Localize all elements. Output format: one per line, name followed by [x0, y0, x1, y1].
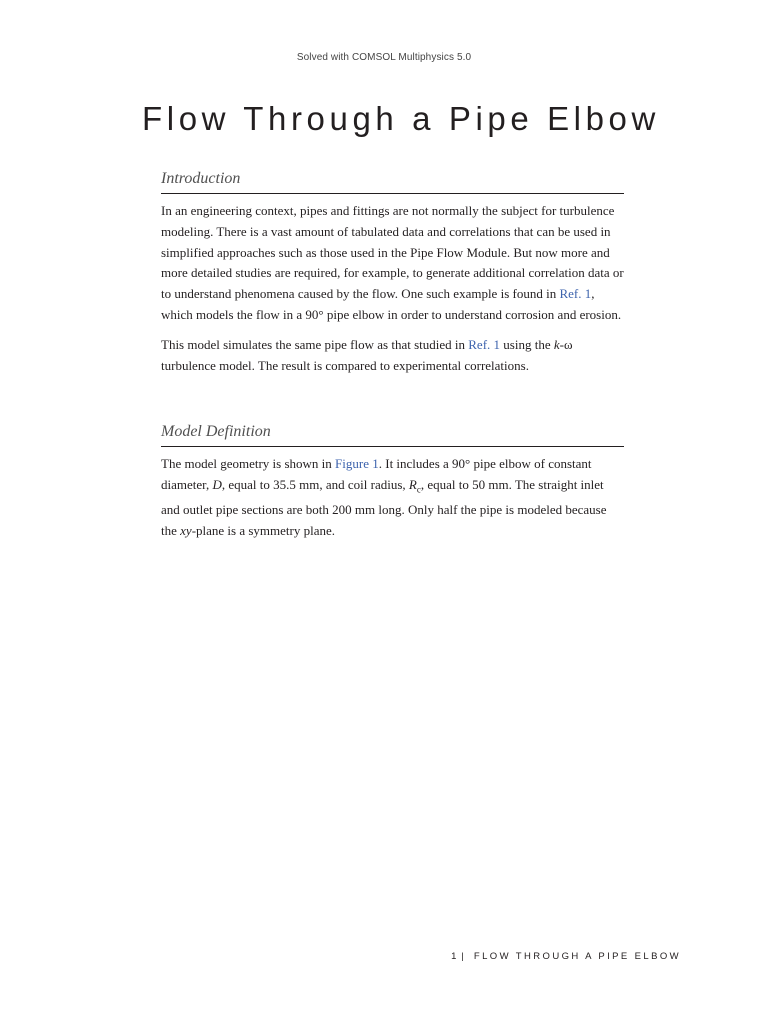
diameter-symbol: D	[212, 476, 222, 492]
page-number: 1	[451, 951, 457, 962]
document-header: Solved with COMSOL Multiphysics 5.0	[296, 52, 472, 63]
introduction-heading: Introduction	[161, 170, 624, 194]
text: In an engineering context, pipes and fittings are not normally the subject for turbulence modeling. There is a vast amount of tabulated data and correlations that can be used in simplified approaches such as those used in the Pipe Flow Module. But now more and more detailed studies are required, for example, to generate additional correlation data or to understand phenomena caused by the flow. One such example is found in	[161, 203, 624, 302]
model-definition-paragraph-1	[161, 454, 624, 542]
text: -ω turbulence model. The result is compared to experimental correlations.	[161, 336, 573, 373]
document-title: Flow Through a Pipe Elbow	[142, 100, 660, 137]
text: , which models the flow in a 90° pipe elbow in order to understand corrosion and erosion.	[161, 286, 622, 322]
ref-1-link[interactable]: Ref. 1	[559, 286, 592, 302]
text: This model simulates the same pipe flow as that studied in	[161, 336, 469, 352]
introduction-paragraph-1	[161, 201, 624, 326]
plane-symbol: xy	[180, 522, 192, 538]
text: , equal to 50 mm. The straight inlet and outlet pipe sections are both 200 mm long. Only half the pipe is modeled because the	[161, 476, 607, 538]
k-symbol: k	[553, 336, 560, 352]
radius-subscript: c	[416, 484, 421, 495]
model-definition-section	[161, 423, 624, 542]
text: using the	[500, 336, 554, 352]
text: The model geometry is shown in	[161, 456, 336, 471]
ref-1-link[interactable]: Ref. 1	[468, 336, 501, 352]
model-definition-heading: Model Definition	[161, 423, 624, 447]
text: , equal to 35.5 mm, and coil radius,	[221, 476, 409, 492]
introduction-paragraph-2	[161, 335, 624, 377]
figure-1-link[interactable]: Figure 1	[335, 456, 379, 471]
text: . It includes a 90° pipe elbow of constant diameter,	[161, 456, 592, 492]
text: -plane is a symmetry plane.	[191, 522, 336, 538]
radius-symbol: R	[408, 476, 417, 492]
page-footer	[451, 951, 681, 962]
footer-separator: |	[461, 951, 464, 962]
introduction-section	[161, 170, 624, 376]
running-title: FLOW THROUGH A PIPE ELBOW	[473, 951, 681, 962]
